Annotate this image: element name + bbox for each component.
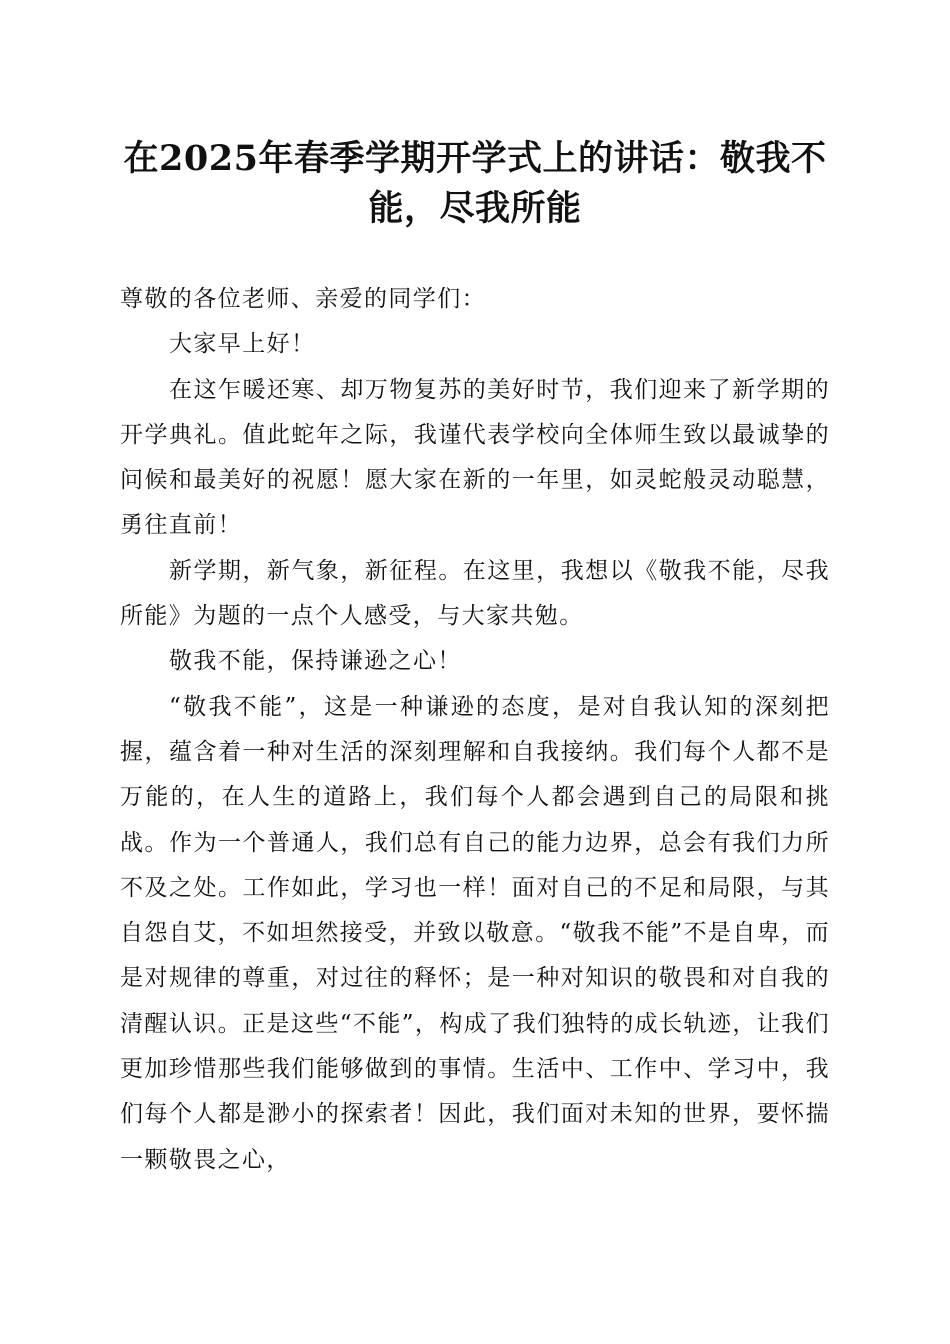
section-heading: 敬我不能，保持谦逊之心！ [169, 648, 462, 675]
paragraph-body: “敬我不能”，这是一种谦逊的态度，是对自我认知的深刻把握，蕴含着一种对生活的深刻理解和自我接纳。我们每个人都不是万能的，在人生的道路上，我们每个人都会遇到自己的局限和挑战。作为一个普通人，我们总有自己的能力边界，总会有我们力所不及之处。工作如此，学习也一样！面对自己的不足和局限，与其自怨自艾，不如坦然接受，并致以敬意。“敬我不能”不是自卑，而是对规律的尊重，对过往的释怀；是一种对知识的敬畏和对自我的清醒认识。正是这些“不能”，构成了我们独特的成长轨迹，让我们更加珍惜那些我们能够做到的事情。生活中、工作中、学习中，我们每个人都是渺小的探索者！因此，我们面对未知的世界，要怀揣一颗敬畏之心， [120, 693, 830, 1173]
document-body [120, 277, 830, 1183]
paragraph-theme: 新学期，新气象，新征程。在这里，我想以《敬我不能，尽我所能》为题的一点个人感受，与大家共勉。 [120, 557, 830, 630]
paragraph-greeting: 大家早上好！ [169, 331, 316, 358]
salutation: 尊敬的各位老师、亲爱的同学们： [120, 286, 486, 312]
paragraph-opening: 在这乍暖还寒、却万物复苏的美好时节，我们迎来了新学期的开学典礼。值此蛇年之际，我谨代表学校向全体师生致以最诚挚的问候和最美好的祝愿！愿大家在新的一年里，如灵蛇般灵动聪慧，勇往直前！ [120, 376, 830, 539]
document-title: 在2025年春季学期开学式上的讲话：敬我不能，尽我所能 [123, 138, 827, 229]
